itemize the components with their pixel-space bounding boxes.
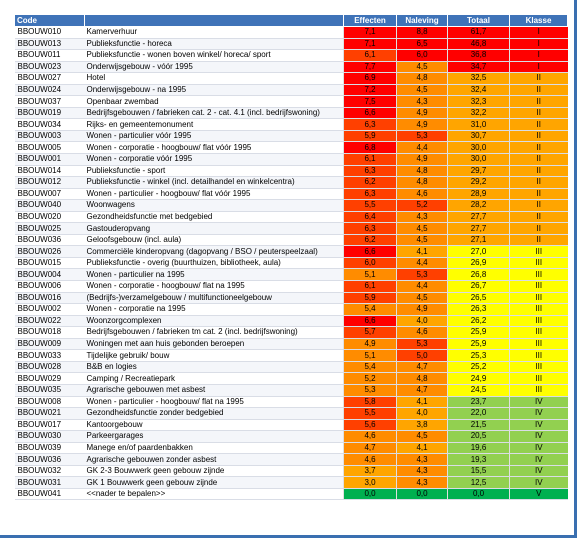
table-row[interactable]	[15, 177, 568, 189]
cell-description[interactable]: Agrarische gebouwen zonder asbest	[85, 454, 344, 466]
cell-totaal[interactable]: 26,7	[448, 281, 510, 293]
cell-code[interactable]: BBOUW034	[15, 119, 85, 131]
cell-effecten[interactable]: 7,1	[344, 38, 397, 50]
cell-effecten[interactable]: 5,6	[344, 419, 397, 431]
column-header-totaal[interactable]: Totaal	[448, 15, 510, 27]
cell-effecten[interactable]: 5,8	[344, 396, 397, 408]
cell-totaal[interactable]: 26,8	[448, 269, 510, 281]
cell-klasse[interactable]: II	[510, 177, 568, 189]
cell-naleving[interactable]: 4,0	[397, 315, 448, 327]
cell-totaal[interactable]: 25,9	[448, 327, 510, 339]
cell-totaal[interactable]: 19,6	[448, 442, 510, 454]
cell-klasse[interactable]: II	[510, 84, 568, 96]
table-row[interactable]	[15, 188, 568, 200]
table-row[interactable]	[15, 373, 568, 385]
cell-description[interactable]: Wonen - corporatie - hoogbouw/ flat vóór 1995	[85, 142, 344, 154]
cell-description[interactable]: <<nader te bepalen>>	[85, 488, 344, 500]
cell-code[interactable]: BBOUW033	[15, 350, 85, 362]
cell-totaal[interactable]: 24,5	[448, 384, 510, 396]
cell-klasse[interactable]: II	[510, 119, 568, 131]
table-row[interactable]	[15, 350, 568, 362]
table-row[interactable]	[15, 327, 568, 339]
column-header-klasse[interactable]: Klasse	[510, 15, 568, 27]
table-row[interactable]	[15, 396, 568, 408]
cell-klasse[interactable]: I	[510, 27, 568, 39]
table-row[interactable]	[15, 142, 568, 154]
cell-description[interactable]: Commerciële kinderopvang (dagopvang / BSO / peuterspeelzaal)	[85, 246, 344, 258]
table-row[interactable]	[15, 119, 568, 131]
cell-klasse[interactable]: III	[510, 315, 568, 327]
cell-klasse[interactable]: IV	[510, 408, 568, 420]
cell-totaal[interactable]: 22,0	[448, 408, 510, 420]
cell-code[interactable]: BBOUW027	[15, 73, 85, 85]
cell-code[interactable]: BBOUW012	[15, 177, 85, 189]
cell-description[interactable]: Camping / Recreatiepark	[85, 373, 344, 385]
cell-totaal[interactable]: 32,3	[448, 96, 510, 108]
cell-effecten[interactable]: 5,9	[344, 130, 397, 142]
table-row[interactable]	[15, 315, 568, 327]
table-row[interactable]	[15, 257, 568, 269]
table-row[interactable]	[15, 338, 568, 350]
cell-totaal[interactable]: 31,0	[448, 119, 510, 131]
cell-description[interactable]: Publieksfunctie - horeca	[85, 38, 344, 50]
cell-naleving[interactable]: 4,3	[397, 211, 448, 223]
cell-description[interactable]: Publieksfunctie - sport	[85, 165, 344, 177]
cell-effecten[interactable]: 3,7	[344, 465, 397, 477]
cell-klasse[interactable]: II	[510, 107, 568, 119]
table-row[interactable]	[15, 292, 568, 304]
cell-effecten[interactable]: 3,0	[344, 477, 397, 489]
cell-code[interactable]: BBOUW036	[15, 454, 85, 466]
table-row[interactable]	[15, 281, 568, 293]
cell-description[interactable]: Wonen - particulier vóór 1995	[85, 130, 344, 142]
cell-totaal[interactable]: 46,8	[448, 38, 510, 50]
table-row[interactable]	[15, 488, 568, 500]
cell-naleving[interactable]: 4,5	[397, 84, 448, 96]
table-row[interactable]	[15, 154, 568, 166]
cell-naleving[interactable]: 5,3	[397, 269, 448, 281]
cell-totaal[interactable]: 25,2	[448, 361, 510, 373]
cell-effecten[interactable]: 5,4	[344, 361, 397, 373]
cell-description[interactable]: Kamerverhuur	[85, 27, 344, 39]
cell-klasse[interactable]: IV	[510, 465, 568, 477]
cell-description[interactable]: Bedrijfsgebouwen / fabrieken cat. 2 - cat. 4.1 (incl. bedrijfswoning)	[85, 107, 344, 119]
cell-klasse[interactable]: V	[510, 488, 568, 500]
cell-code[interactable]: BBOUW005	[15, 142, 85, 154]
cell-code[interactable]: BBOUW041	[15, 488, 85, 500]
cell-klasse[interactable]: III	[510, 338, 568, 350]
cell-description[interactable]: Publieksfunctie - wonen boven winkel/ horeca/ sport	[85, 50, 344, 62]
cell-code[interactable]: BBOUW029	[15, 373, 85, 385]
table-row[interactable]	[15, 223, 568, 235]
cell-totaal[interactable]: 32,2	[448, 107, 510, 119]
cell-naleving[interactable]: 4,9	[397, 119, 448, 131]
cell-code[interactable]: BBOUW028	[15, 361, 85, 373]
cell-description[interactable]: Publieksfunctie - overig (buurthuizen, bibliotheek, aula)	[85, 257, 344, 269]
cell-description[interactable]: Gezondheidsfunctie met bedgebied	[85, 211, 344, 223]
cell-effecten[interactable]: 6,1	[344, 50, 397, 62]
cell-naleving[interactable]: 4,5	[397, 292, 448, 304]
cell-naleving[interactable]: 4,3	[397, 477, 448, 489]
cell-description[interactable]: Wonen - corporatie na 1995	[85, 304, 344, 316]
cell-description[interactable]: Bedrijfsgebouwen / fabrieken tm cat. 2 (incl. bedrijfswoning)	[85, 327, 344, 339]
cell-code[interactable]: BBOUW032	[15, 465, 85, 477]
table-row[interactable]	[15, 96, 568, 108]
cell-totaal[interactable]: 27,7	[448, 223, 510, 235]
cell-effecten[interactable]: 6,2	[344, 177, 397, 189]
table-row[interactable]	[15, 431, 568, 443]
cell-effecten[interactable]: 5,4	[344, 304, 397, 316]
cell-naleving[interactable]: 4,6	[397, 327, 448, 339]
cell-klasse[interactable]: III	[510, 257, 568, 269]
cell-totaal[interactable]: 30,7	[448, 130, 510, 142]
cell-code[interactable]: BBOUW037	[15, 96, 85, 108]
cell-naleving[interactable]: 5,3	[397, 338, 448, 350]
table-row[interactable]	[15, 234, 568, 246]
cell-effecten[interactable]: 6,6	[344, 107, 397, 119]
cell-code[interactable]: BBOUW008	[15, 396, 85, 408]
cell-naleving[interactable]: 4,5	[397, 223, 448, 235]
cell-code[interactable]: BBOUW007	[15, 188, 85, 200]
cell-klasse[interactable]: IV	[510, 396, 568, 408]
cell-effecten[interactable]: 5,3	[344, 384, 397, 396]
cell-klasse[interactable]: II	[510, 200, 568, 212]
cell-totaal[interactable]: 26,9	[448, 257, 510, 269]
cell-code[interactable]: BBOUW017	[15, 419, 85, 431]
cell-effecten[interactable]: 6,1	[344, 154, 397, 166]
table-row[interactable]	[15, 269, 568, 281]
cell-description[interactable]: Woonwagens	[85, 200, 344, 212]
cell-code[interactable]: BBOUW010	[15, 27, 85, 39]
cell-code[interactable]: BBOUW024	[15, 84, 85, 96]
table-row[interactable]	[15, 211, 568, 223]
cell-code[interactable]: BBOUW018	[15, 327, 85, 339]
cell-naleving[interactable]: 4,4	[397, 281, 448, 293]
cell-naleving[interactable]: 4,8	[397, 177, 448, 189]
cell-effecten[interactable]: 4,9	[344, 338, 397, 350]
cell-klasse[interactable]: II	[510, 73, 568, 85]
cell-description[interactable]: Wonen - particulier - hoogbouw/ flat na 1995	[85, 396, 344, 408]
cell-description[interactable]: Woningen met aan huis gebonden beroepen	[85, 338, 344, 350]
cell-klasse[interactable]: III	[510, 361, 568, 373]
table-row[interactable]	[15, 107, 568, 119]
cell-effecten[interactable]: 5,2	[344, 373, 397, 385]
column-header-naleving[interactable]: Naleving	[397, 15, 448, 27]
table-row[interactable]	[15, 61, 568, 73]
cell-description[interactable]: Onderwijsgebouw - vóór 1995	[85, 61, 344, 73]
cell-effecten[interactable]: 4,7	[344, 442, 397, 454]
cell-effecten[interactable]: 6,1	[344, 281, 397, 293]
cell-description[interactable]: Manege en/of paardenbakken	[85, 442, 344, 454]
cell-description[interactable]: Woonzorgcomplexen	[85, 315, 344, 327]
cell-totaal[interactable]: 28,9	[448, 188, 510, 200]
cell-description[interactable]: Wonen - corporatie vóór 1995	[85, 154, 344, 166]
cell-naleving[interactable]: 5,2	[397, 200, 448, 212]
cell-totaal[interactable]: 27,7	[448, 211, 510, 223]
cell-code[interactable]: BBOUW023	[15, 61, 85, 73]
table-row[interactable]	[15, 408, 568, 420]
cell-totaal[interactable]: 20,5	[448, 431, 510, 443]
cell-klasse[interactable]: IV	[510, 454, 568, 466]
cell-naleving[interactable]: 4,9	[397, 154, 448, 166]
cell-totaal[interactable]: 23,7	[448, 396, 510, 408]
cell-klasse[interactable]: II	[510, 142, 568, 154]
cell-description[interactable]: Gezondheidsfunctie zonder bedgebied	[85, 408, 344, 420]
cell-code[interactable]: BBOUW025	[15, 223, 85, 235]
cell-naleving[interactable]: 4,3	[397, 454, 448, 466]
cell-code[interactable]: BBOUW001	[15, 154, 85, 166]
cell-klasse[interactable]: III	[510, 246, 568, 258]
cell-description[interactable]: Wonen - particulier na 1995	[85, 269, 344, 281]
table-row[interactable]	[15, 73, 568, 85]
cell-code[interactable]: BBOUW004	[15, 269, 85, 281]
cell-description[interactable]: Parkeergarages	[85, 431, 344, 443]
cell-klasse[interactable]: I	[510, 61, 568, 73]
cell-klasse[interactable]: IV	[510, 477, 568, 489]
cell-effecten[interactable]: 6,3	[344, 165, 397, 177]
cell-klasse[interactable]: II	[510, 154, 568, 166]
cell-naleving[interactable]: 4,8	[397, 73, 448, 85]
cell-effecten[interactable]: 4,6	[344, 431, 397, 443]
table-row[interactable]	[15, 477, 568, 489]
cell-totaal[interactable]: 26,3	[448, 304, 510, 316]
cell-totaal[interactable]: 0,0	[448, 488, 510, 500]
cell-effecten[interactable]: 6,6	[344, 246, 397, 258]
table-row[interactable]	[15, 130, 568, 142]
cell-code[interactable]: BBOUW022	[15, 315, 85, 327]
cell-code[interactable]: BBOUW013	[15, 38, 85, 50]
cell-code[interactable]: BBOUW002	[15, 304, 85, 316]
cell-naleving[interactable]: 4,9	[397, 107, 448, 119]
cell-naleving[interactable]: 4,6	[397, 188, 448, 200]
table-row[interactable]	[15, 38, 568, 50]
header-row	[15, 15, 568, 27]
cell-naleving[interactable]: 4,8	[397, 373, 448, 385]
cell-description[interactable]: Kantoorgebouw	[85, 419, 344, 431]
cell-effecten[interactable]: 6,3	[344, 119, 397, 131]
table-row[interactable]	[15, 246, 568, 258]
table-row[interactable]	[15, 200, 568, 212]
cell-naleving[interactable]: 4,7	[397, 361, 448, 373]
cell-naleving[interactable]: 4,5	[397, 431, 448, 443]
cell-effecten[interactable]: 5,1	[344, 350, 397, 362]
cell-code[interactable]: BBOUW015	[15, 257, 85, 269]
cell-description[interactable]: Agrarische gebouwen met asbest	[85, 384, 344, 396]
cell-totaal[interactable]: 30,0	[448, 142, 510, 154]
cell-totaal[interactable]: 28,2	[448, 200, 510, 212]
risk-class-table	[14, 14, 568, 500]
cell-totaal[interactable]: 29,2	[448, 177, 510, 189]
cell-description[interactable]: Openbaar zwembad	[85, 96, 344, 108]
table-row[interactable]	[15, 27, 568, 39]
cell-code[interactable]: BBOUW026	[15, 246, 85, 258]
cell-effecten[interactable]: 7,2	[344, 84, 397, 96]
cell-description[interactable]: (Bedrijfs-)verzamelgebouw / multifunctioneelgebouw	[85, 292, 344, 304]
cell-naleving[interactable]: 5,3	[397, 130, 448, 142]
column-header-description[interactable]	[85, 15, 344, 27]
cell-description[interactable]: Publieksfunctie - winkel (incl. detailhandel en winkelcentra)	[85, 177, 344, 189]
cell-code[interactable]: BBOUW030	[15, 431, 85, 443]
cell-totaal[interactable]: 29,7	[448, 165, 510, 177]
cell-naleving[interactable]: 4,1	[397, 246, 448, 258]
cell-effecten[interactable]: 0,0	[344, 488, 397, 500]
cell-totaal[interactable]: 19,3	[448, 454, 510, 466]
cell-naleving[interactable]: 4,0	[397, 408, 448, 420]
cell-naleving[interactable]: 3,8	[397, 419, 448, 431]
cell-klasse[interactable]: I	[510, 50, 568, 62]
cell-description[interactable]: Wonen - particulier - hoogbouw/ flat vóór 1995	[85, 188, 344, 200]
cell-description[interactable]: Gastouderopvang	[85, 223, 344, 235]
cell-effecten[interactable]: 6,6	[344, 315, 397, 327]
cell-naleving[interactable]: 8,8	[397, 27, 448, 39]
cell-klasse[interactable]: II	[510, 96, 568, 108]
cell-totaal[interactable]: 25,3	[448, 350, 510, 362]
cell-code[interactable]: BBOUW006	[15, 281, 85, 293]
cell-effecten[interactable]: 7,7	[344, 61, 397, 73]
cell-code[interactable]: BBOUW014	[15, 165, 85, 177]
cell-naleving[interactable]: 5,0	[397, 350, 448, 362]
cell-klasse[interactable]: III	[510, 327, 568, 339]
cell-naleving[interactable]: 4,8	[397, 165, 448, 177]
cell-effecten[interactable]: 6,0	[344, 257, 397, 269]
cell-effecten[interactable]: 7,1	[344, 27, 397, 39]
cell-totaal[interactable]: 34,7	[448, 61, 510, 73]
cell-totaal[interactable]: 32,5	[448, 73, 510, 85]
cell-klasse[interactable]: II	[510, 165, 568, 177]
cell-klasse[interactable]: III	[510, 281, 568, 293]
table-row[interactable]	[15, 442, 568, 454]
column-header-effecten[interactable]: Effecten	[344, 15, 397, 27]
cell-klasse[interactable]: II	[510, 234, 568, 246]
cell-code[interactable]: BBOUW035	[15, 384, 85, 396]
cell-description[interactable]: B&B en logies	[85, 361, 344, 373]
table-row[interactable]	[15, 361, 568, 373]
cell-totaal[interactable]: 15,5	[448, 465, 510, 477]
cell-totaal[interactable]: 30,0	[448, 154, 510, 166]
cell-totaal[interactable]: 27,1	[448, 234, 510, 246]
cell-effecten[interactable]: 6,9	[344, 73, 397, 85]
cell-klasse[interactable]: IV	[510, 431, 568, 443]
cell-totaal[interactable]: 12,5	[448, 477, 510, 489]
cell-totaal[interactable]: 61,7	[448, 27, 510, 39]
cell-effecten[interactable]: 5,1	[344, 269, 397, 281]
cell-description[interactable]: Onderwijsgebouw - na 1995	[85, 84, 344, 96]
cell-naleving[interactable]: 4,5	[397, 234, 448, 246]
cell-totaal[interactable]: 26,2	[448, 315, 510, 327]
cell-klasse[interactable]: III	[510, 350, 568, 362]
cell-totaal[interactable]: 21,5	[448, 419, 510, 431]
table-row[interactable]	[15, 50, 568, 62]
cell-description[interactable]: Tijdelijke gebruik/ bouw	[85, 350, 344, 362]
cell-totaal[interactable]: 27,0	[448, 246, 510, 258]
cell-effecten[interactable]: 5,5	[344, 408, 397, 420]
cell-naleving[interactable]: 4,3	[397, 465, 448, 477]
cell-klasse[interactable]: III	[510, 384, 568, 396]
cell-code[interactable]: BBOUW019	[15, 107, 85, 119]
cell-totaal[interactable]: 26,5	[448, 292, 510, 304]
cell-code[interactable]: BBOUW009	[15, 338, 85, 350]
cell-totaal[interactable]: 36,8	[448, 50, 510, 62]
cell-effecten[interactable]: 6,3	[344, 223, 397, 235]
cell-klasse[interactable]: II	[510, 223, 568, 235]
cell-naleving[interactable]: 4,7	[397, 384, 448, 396]
cell-code[interactable]: BBOUW021	[15, 408, 85, 420]
table-row[interactable]	[15, 304, 568, 316]
table-row[interactable]	[15, 454, 568, 466]
cell-code[interactable]: BBOUW040	[15, 200, 85, 212]
cell-klasse[interactable]: III	[510, 292, 568, 304]
table-row[interactable]	[15, 419, 568, 431]
cell-code[interactable]: BBOUW011	[15, 50, 85, 62]
cell-totaal[interactable]: 25,9	[448, 338, 510, 350]
cell-code[interactable]: BBOUW036	[15, 234, 85, 246]
cell-naleving[interactable]: 4,9	[397, 304, 448, 316]
cell-description[interactable]: Geloofsgebouw (incl. aula)	[85, 234, 344, 246]
cell-naleving[interactable]: 4,3	[397, 96, 448, 108]
cell-code[interactable]: BBOUW003	[15, 130, 85, 142]
cell-klasse[interactable]: III	[510, 304, 568, 316]
cell-code[interactable]: BBOUW020	[15, 211, 85, 223]
cell-klasse[interactable]: I	[510, 38, 568, 50]
cell-naleving[interactable]: 6,0	[397, 50, 448, 62]
cell-totaal[interactable]: 32,4	[448, 84, 510, 96]
cell-klasse[interactable]: II	[510, 130, 568, 142]
cell-description[interactable]: GK 2-3 Bouwwerk geen gebouw zijnde	[85, 465, 344, 477]
cell-naleving[interactable]: 4,5	[397, 61, 448, 73]
cell-naleving[interactable]: 4,4	[397, 257, 448, 269]
cell-klasse[interactable]: II	[510, 188, 568, 200]
cell-effecten[interactable]: 5,5	[344, 200, 397, 212]
cell-code[interactable]: BBOUW039	[15, 442, 85, 454]
cell-naleving[interactable]: 0,0	[397, 488, 448, 500]
cell-effecten[interactable]: 6,2	[344, 234, 397, 246]
cell-effecten[interactable]: 4,6	[344, 454, 397, 466]
cell-description[interactable]: Wonen - corporatie - hoogbouw/ flat na 1995	[85, 281, 344, 293]
cell-naleving[interactable]: 4,4	[397, 142, 448, 154]
cell-klasse[interactable]: IV	[510, 442, 568, 454]
cell-effecten[interactable]: 6,8	[344, 142, 397, 154]
cell-effecten[interactable]: 7,5	[344, 96, 397, 108]
cell-description[interactable]: GK 1 Bouwwerk geen gebouw zijnde	[85, 477, 344, 489]
cell-naleving[interactable]: 4,1	[397, 396, 448, 408]
table-row[interactable]	[15, 465, 568, 477]
cell-effecten[interactable]: 5,7	[344, 327, 397, 339]
cell-description[interactable]: Hotel	[85, 73, 344, 85]
cell-effecten[interactable]: 5,9	[344, 292, 397, 304]
table-row[interactable]	[15, 384, 568, 396]
cell-totaal[interactable]: 24,9	[448, 373, 510, 385]
cell-code[interactable]: BBOUW016	[15, 292, 85, 304]
cell-klasse[interactable]: III	[510, 269, 568, 281]
cell-effecten[interactable]: 6,4	[344, 211, 397, 223]
cell-naleving[interactable]: 4,1	[397, 442, 448, 454]
cell-code[interactable]: BBOUW031	[15, 477, 85, 489]
cell-naleving[interactable]: 6,5	[397, 38, 448, 50]
cell-klasse[interactable]: II	[510, 211, 568, 223]
cell-description[interactable]: Rijks- en gemeentemonument	[85, 119, 344, 131]
column-header-code[interactable]: Code	[15, 15, 85, 27]
cell-klasse[interactable]: III	[510, 373, 568, 385]
cell-effecten[interactable]: 6,3	[344, 188, 397, 200]
cell-klasse[interactable]: IV	[510, 419, 568, 431]
table-row[interactable]	[15, 165, 568, 177]
table-row[interactable]	[15, 84, 568, 96]
